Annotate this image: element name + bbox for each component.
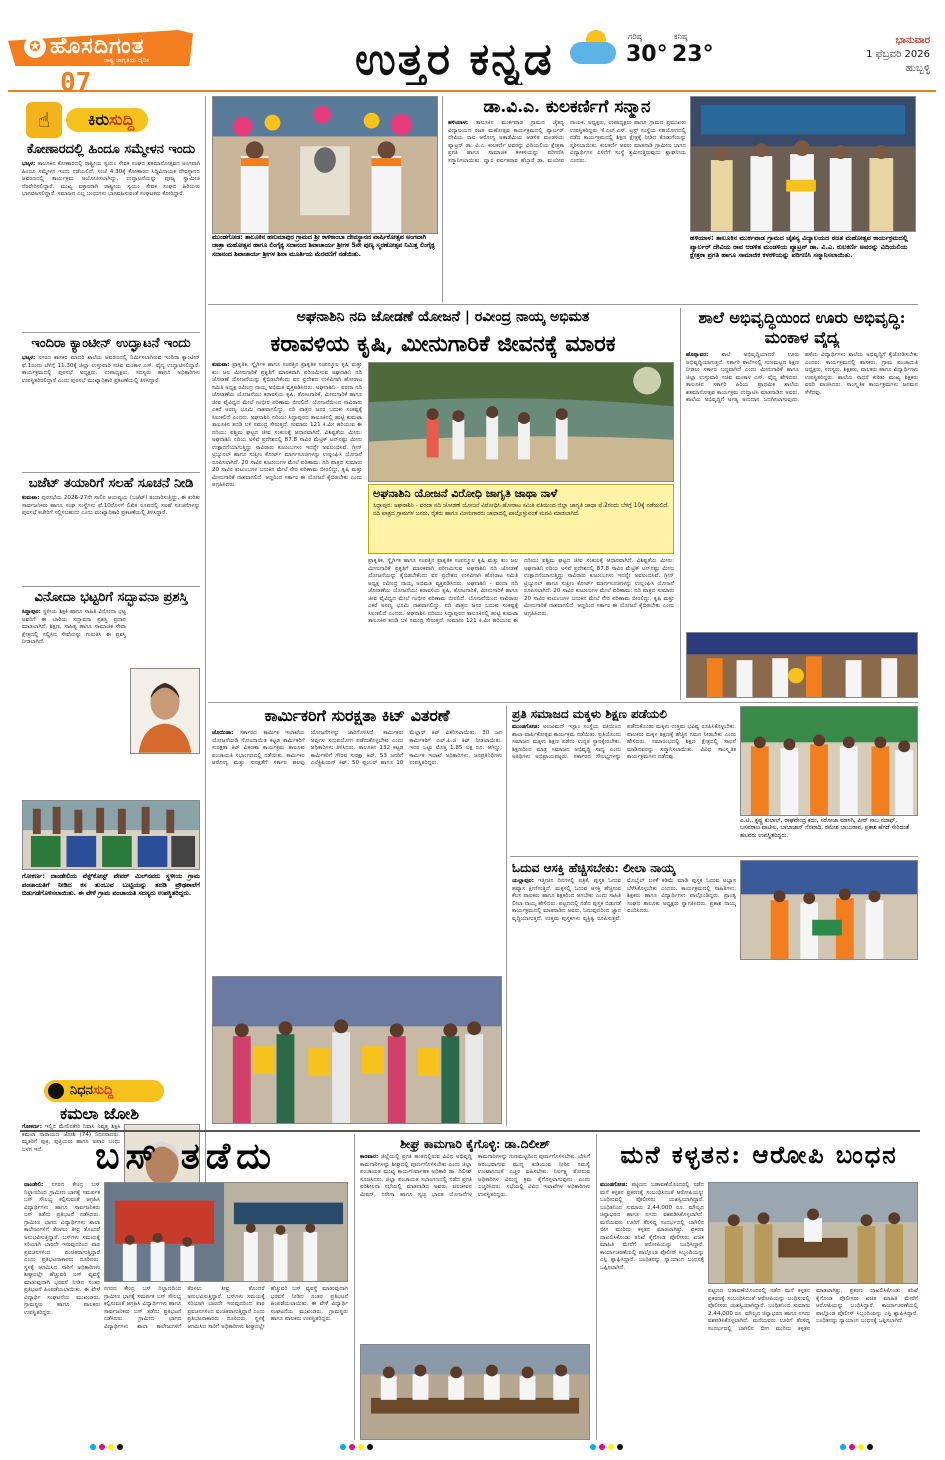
sidebar-article-1 [22,142,200,332]
aghanashini-kicker: ಅಘನಾಶಿನಿ ನದಿ ಜೋಡಣೆ ಯೋಜನೆ | ರವೀಂದ್ರ ನಾಯ್ಕ ಅಭಿಮತ [296,309,590,325]
column-divider [596,1134,597,1440]
shighra-headline: ಶೀಘ್ರ ಕಾಮಗಾರಿ ಕೈಗೊಳ್ಳಿ: ಡಾ.ದಿಲೀಶ್ [400,1137,550,1151]
obituary-name: ಕಮಲಾ ಜೋಶಿ [60,1104,139,1123]
karmika-dateline: ಜೊಯಿಡಾ: [212,730,234,736]
school-event-image [687,633,917,697]
review-meeting-photo [360,1344,590,1440]
obituary-icon [48,1083,64,1099]
cyan-mark [90,1444,96,1450]
review-meeting-image [361,1345,589,1439]
police-arrest-image [709,1183,917,1283]
aghanashini-dateline: ಕುಮಟಾ: [212,362,230,368]
sidebar-dateline-3: ಕುಮಟಾ: [22,495,40,501]
bus-body-col1 [24,1182,100,1440]
felicitation-caption: ಹಳಿಯಾಳ: ತಾಲೂಕಿನ ಮುರ್ಕವಾಡ ಗ್ರಾಮದ ಚೈತನ್ಯ ವಿದ್ಯಾಲಯದ ರಜತ ಮಹೋತ್ಸವ ಕಾರ್ಯಕ್ರಮದಲ್ಲಿ ಪ್ಯಾರ್ಲರ್ ದೇವಿಯ ರಾವ ಆಡಳಿತ ಮಂಡಳಿಯ ಪ್ಯಾಟ್ರನ್ ಡಾ. ವಿ.ಎ. ಕುಲಕರ್ಣಿ ಅವರನ್ನು ವಿದಿಯಲಿಯ ಕ್ಷೇತ್ರಕಾ ಪ್ರಗತಿ ಹಾಗೂ ಸಾಮಾಜಿಕ ಕಳಕಳಿಯನ್ನು ಪರಿಗಣಿಸಿ ಸನ್ಮಾನಿಸಲಾಯಿತು. [690,234,916,302]
bus-body-col2 [104,1286,348,1440]
book-release-photo [740,860,918,960]
weather-widget [570,30,720,85]
masthead-rule [8,90,936,92]
river-photo [368,362,674,482]
bus-protest-photo [104,1182,348,1282]
school-anniversary-caption: ಎ.ಟಿ., ಕೃಷ್ಣ ಕುಲಾಲ್, ರಾಘವೇಂದ್ರ ಕದಂ, ಸರೋಜಾ ಮಾಳಗಿ, ಪೀರ್ ಸಾಬ ನದಾಫ್, ಬಸವರಾಜ ಪಾಟೀಲ, ಬಾಬಾಜಾನ್ ನೆರವಾದಿ, ರಮೇಶ ಬಾಬುರಾವ, ಪ್ರಕಾಶ ಹೆಗಡೆ ಸೇರಿದಂತೆ ಹಲವರು ಉಪಸ್ಥಿತರಿದ್ದರು. [740,818,918,854]
black-mark [867,1444,873,1450]
logo-tagline: ರಾಷ್ಟ್ರ ಜಾಗೃತಿಯ ದೈನಿಕ [104,57,150,64]
yellow-mark [608,1444,614,1450]
shikshana-headline: ಪ್ರತಿ ಸಮಾಜದ ಮಕ್ಕಳು ಶಿಕ್ಷಣ ಪಡೆಯಲಿ [512,707,667,721]
yellow-mark [858,1444,864,1450]
kiru-suffix: ಸುದ್ದಿ [109,110,135,129]
cyan-mark [590,1444,596,1450]
kulkarni-headline: ಡಾ.ವಿ.ಎ. ಕುಲಕರ್ಣಿಗೆ ಸನ್ಮಾನ [483,97,651,117]
nidhana-prefix: ನಿಧನ [70,1083,93,1098]
mane-dateline: ಮುಂಡಗೋಡ: [600,1182,628,1188]
obituary-text: ಇಲ್ಲಿನ ಮೇಲಿನಕೇರಿ ನಿವಾಸಿ ನಿವೃತ್ತ ಶಿಕ್ಷಕಿ ಕಮಲಾ ನಾರಾಯಣ ಜೋಶಿ (74) ನಿಧನರಾದರು. ಮೃತರಿಗೆ ಪುತ್ರ, ಪುತ್ರಿಯರು ಹಾಗೂ ಅಪಾರ ಬಂಧು ಬಳಗ ಇದೆ. [22,1124,120,1153]
divider [22,332,200,333]
bus-headline: ಬಸ್ ತಡೆದು [95,1135,277,1177]
karmika-headline: ಕಾರ್ಮಿಕರಿಗೆ ಸುರಕ್ಷತಾ ಕಿಟ್ ವಿತರಣೆ [264,706,450,725]
kiru-suddi-badge [66,108,148,132]
river-image [369,363,673,481]
sidebar-headline-2: ಇಂದಿರಾ ಕ್ಯಾಂಟೀನ್ ಉದ್ಘಾಟನೆ ಇಂದು [31,336,191,351]
felicitation-photo [690,96,916,232]
odhuva-text: ಇತ್ತೀಚಿನ ದಿನಗಳಲ್ಲಿ ಪತ್ರಿಕೆ, ಪುಸ್ತಕ ಓದುವ ಹವ್ಯಾಸ ಕ್ಷೀಣಿಸುತ್ತಿದೆ. ಮಕ್ಕಳಲ್ಲಿ ಓದುವ ಆಸಕ್ತಿ ಹೆಚ್ಚಿಸುವ ಕೆಲಸ ಪಾಲಕರು ಹಾಗೂ ಶಿಕ್ಷಕರಿಂದ ಆಗಬೇಕು ಎಂದು ಸಾಹಿತಿ ಲೀಲಾ ನಾಯ್ಕ ಹೇಳಿದರು. ಪಟ್ಟಣದಲ್ಲಿ ನಡೆದ ಪುಸ್ತಕ ಬಿಡುಗಡೆ ಕಾರ್ಯಕ್ರಮದಲ್ಲಿ ಮಾತನಾಡಿದ ಅವರು, ಓದುವುದರಿಂದ ಜ್ಞಾನ ವೃದ್ಧಿಯಾಗುತ್ತದೆ. ಉತ್ತಮ ಪುಸ್ತಕಗಳು ವ್ಯಕ್ತಿತ್ವ ರೂಪಿಸುತ್ತವೆ. ಮೊಬೈಲ್ ಬಳಕೆ ಕಡಿಮೆ ಮಾಡಿ ಪುಸ್ತಕ ಓದುವ ಅಭ್ಯಾಸ ಬೆಳೆಸಿಕೊಳ್ಳಬೇಕು ಎಂದರು. ಕಾರ್ಯಕ್ರಮದಲ್ಲಿ ಸಾಹಿತಿಗಳು, ಶಿಕ್ಷಕರು ಹಾಗೂ ವಿದ್ಯಾರ್ಥಿಗಳು ಪಾಲ್ಗೊಂಡಿದ್ದರು. ಪ್ರಾಂತ್ಯ ಸಂಘದ ತಾಲೂಕು ಅಧ್ಯಕ್ಷರು ಸ್ವಾಗತಿಸಿದರು. ಪ್ರಕಾಶ ನಾಯ್ಕ ವಂದಿಸಿದರು. [512,878,736,922]
page-number: 07 [60,68,92,90]
mane-body-col2 [708,1288,918,1440]
black-mark [367,1444,373,1450]
sidebar-body-2 [22,355,200,385]
karmika-body [212,730,502,974]
date-block [810,34,930,76]
odhuva-headline: ಓದುವ ಆಸಕ್ತಿ ಹೆಚ್ಚಿಸಬೇಕು: ಲೀಲಾ ನಾಯ್ಕ [512,861,676,875]
sidebar-headline-1: ಕೋಣಾರದಲ್ಲಿ ಹಿಂದೂ ಸಮ್ಮೇಳನ ಇಂದು [26,142,196,157]
shighra-body [360,1154,590,1340]
shale-headline: ಶಾಲೆ ಅಭಿವೃದ್ಧಿಯಿಂದ ಊರು ಅಭಿವೃದ್ಧಿ: ಮಂಕಾಳ ವೈದ್ಯ [698,308,906,347]
column-divider [506,706,507,1126]
registration-marks [90,1444,123,1452]
temp-min-value: 23° [672,42,714,67]
registration-marks [340,1444,373,1452]
divider [20,1130,920,1132]
bus-dateline: ದಾಂಡೇಲಿ: [24,1182,44,1188]
issue-day: ಭಾನುವಾರ [895,35,930,46]
odhuva-dateline: ಯಲ್ಲಾಪುರ: [512,878,535,884]
logo-name: ಹೊಸದಿಗಂತ [50,34,145,59]
portrait-photo [130,668,200,754]
jatha-headline: ಅಘನಾಶಿನಿ ಯೋಜನೆ ವಿರೋಧಿ ಜಾಗೃತಿ ಜಾಥಾ ನಾಳೆ [373,487,558,500]
jatha-body: ಸಿದ್ದಾಪುರ: ಅಘನಾಶಿನಿ - ವರದಾ ನದಿ ಜೋಡಣೆ ಯೋಜನೆ ವಿರೋಧಿಸಿ ಹೋರಾಟ ಸಮಿತಿ ವತಿಯಿಂದ ಜಿಲ್ಲಾ ಜಾಗೃತಿ ಜಾಥಾ ಫೆ.2ರಂದು ಬೆಳಿಗ್ಗೆ 10ಕ್ಕೆ ನಡೆಯಲಿದೆ. ನದಿ ಪಾತ್ರದ ಗ್ರಾಮಗಳ ಜನರು, ರೈತರು ಹಾಗೂ ಮೀನುಗಾರರು ಜಾಥಾದಲ್ಲಿ ಪಾಲ್ಗೊಳ್ಳುವಂತೆ ಮನವಿ ಮಾಡಲಾಗಿದೆ. [373,503,670,517]
yellow-mark [358,1444,364,1450]
shale-body [686,352,918,628]
mane-headline: ಮನೆ ಕಳ್ಳತನ: ಆರೋಪಿ ಬಂಧನ [620,1140,898,1169]
kulkarni-text: ತಾಲೂಕಿನ ಮುರ್ಕವಾಡ ಗ್ರಾಮದ ಚೈತನ್ಯ ವಿದ್ಯಾಲಯದ ರಜತ ಮಹೋತ್ಸವ ಕಾರ್ಯಕ್ರಮದಲ್ಲಿ ಪ್ಯಾರ್ಲರ್ ದೇವಿಯ ರಾವ ಆರೋಗ್ಯ ಅಕಾಡೆಮಿಯ ಆಡಳಿತ ಮಂಡಳಿಯ ಪ್ಯಾಟ್ರನ್ ಡಾ. ವಿ.ಎ. ಕುಲಕರ್ಣಿ ಅವರನ್ನು ವಿದಿಯಲಿಯ ಕ್ಷೇತ್ರಕಾ ಪ್ರಗತಿ ಹಾಗೂ ಸಾಮಾಜಿಕ ಕಳಕಳಿಯನ್ನು ಪರಿಗಣಿಸಿ ಸನ್ಮಾನಿಸಲಾಯಿತು. ದ್ವಾರ ಪರ್ವತರಾವ ಹೆಬ್ಬಾರೆ ಡಾ. ಮಂದೀಪ ನಾಯಕ, ಅಧ್ಯಕ್ಷರು, ಉಪಾಧ್ಯಕ್ಷರು ಹಾಗೂ ಗ್ರಾಮದ ಪ್ರಮುಖರು ಉಪಸ್ಥಿತರಿದ್ದರು. ಕೆ.ಎಲ್.ಎಸ್. ಟ್ರಸ್ಟ್ ಸಂಸ್ಥೆಯ ಸಹಯೋಗದಲ್ಲಿ ನಡೆದ ಕಾರ್ಯಕ್ರಮದಲ್ಲಿ ಶಿಕ್ಷಣ ಕ್ಷೇತ್ರಕ್ಕೆ ನೀಡಿದ ಕೊಡುಗೆಯನ್ನು ಸ್ಮರಿಸಲಾಯಿತು. ಕುಲಕರ್ಣಿ ಅವರು ಮಾತನಾಡಿ ಗ್ರಾಮೀಣ ಭಾಗದ ವಿದ್ಯಾರ್ಥಿಗಳ ಏಳಿಗೆಗೆ ಸಂಸ್ಥೆ ಶ್ರಮಿಸುತ್ತಿರುವುದು ಶ್ಲಾಘನೀಯ ಎಂದರು. [448,120,686,164]
column-divider [680,308,681,700]
procession-caption: ಮುಂಡಗೋಡ: ತಾಲೂಕಿನ ಹನುಮಾಪುರ ಗ್ರಾಮದ ಶ್ರೀ ಕಾಳಿಕಾಂಬಾ ದೇವಸ್ಥಾನದ ವಾರ್ಷಿಕೋತ್ಸವ ಅಂಗವಾಗಿ ಜಾತ್ರಾ ಮಹೋತ್ಸವ ಹಾಗೂ ಲಿಂಗೈಕ್ಯ ಸದಾನಂದ ಶಿವಾಚಾರ್ಯ ಶ್ರೀಗಳ 5ನೇ ಪುಣ್ಯ ಸ್ಮರಣೋತ್ಸವ ನಿಮಿತ್ತ ಲಿಂಗೈಕ್ಯ ಸದಾನಂದ ಶಿವಾಚಾರ್ಯ ಶ್ರೀಗಳ ಶಿಲಾ ಮೂರ್ತಿಯ ಮೆರವಣಿಗೆ ನಡೆಯಿತು. [212,234,438,300]
sidebar-headline-4: ವಿನೋದಾ ಭಟ್ಟರಿಗೆ ಸದ್ಭಾವನಾ ಪ್ರಶಸ್ತಿ [34,590,188,605]
issue-date: 1 ಫೆಬ್ರವರಿ 2026 [866,49,930,60]
school-anniversary-image [741,707,917,815]
magenta-mark [349,1444,355,1450]
sidebar-body-3 [22,495,200,518]
procession-photo [212,96,438,234]
odhuva-body [512,878,736,1124]
black-mark [617,1444,623,1450]
sidebar-article-3 [22,476,200,584]
sidebar-text-4: ಸ್ಥಳೀಯ ಶಿಕ್ಷಕಿ ಹಾಗೂ ಸಾಹಿತಿ ವಿನೋದಾ ಭಟ್ಟ ಅವರಿಗೆ ಈ ಬಾರಿಯ ಸದ್ಭಾವನಾ ಪ್ರಶಸ್ತಿ ಪ್ರದಾನ ಮಾಡಲಾಗಿದೆ. ಶಿಕ್ಷಣ, ಸಾಹಿತ್ಯ ಹಾಗೂ ಸಾಮಾಜಿಕ ಸೇವಾ ಕ್ಷೇತ್ರದಲ್ಲಿ ಸಲ್ಲಿಸಿದ ಸೇವೆಯನ್ನು ಗುರುತಿಸಿ ಈ ಪ್ರಶಸ್ತಿ ನೀಡಲಾಗಿದೆ. [22,609,127,645]
kulkarni-body [448,120,686,302]
shale-dateline: ಹೊನ್ನಾವರ: [686,352,709,358]
sidebar-text-2: ನಗರದ ಶಾಸಕರ ಮಾದರಿ ಶಾಲೆಯ ಆವರಣದಲ್ಲಿ ನಿರ್ಮಿಸಲಾಗಿರುವ ಇಂದಿರಾ ಕ್ಯಾಂಟೀನ್ ಫೆ.1ರಂದು ಬೆಳಿಗ್ಗೆ 11.30ಕ್ಕೆ ಜಿಲ್ಲಾ ಉಸ್ತುವಾರಿ ಸಚಿವ ಮಂಕಾಳ ಎಸ್. ವೈದ್ಯ ಉದ್ಘಾಟಿಸಲಿದ್ದಾರೆ. ಕಾರ್ಯಕ್ರಮದಲ್ಲಿ ಪುರಸಭೆ ಅಧ್ಯಕ್ಷರು, ಉಪಾಧ್ಯಕ್ಷರು, ಸದಸ್ಯರು ಹಾಗೂ ಅಧಿಕಾರಿಗಳು ಉಪಸ್ಥಿತರಿರಲಿದ್ದಾರೆ ಎಂದು ಪುರಸಭೆ ಮುಖ್ಯಾಧಿಕಾರಿ ಪ್ರಕಟಣೆಯಲ್ಲಿ ತಿಳಿಸಿದ್ದಾರೆ. [22,355,200,384]
aghanashini-body-col2 [368,558,674,698]
aghanashini-headline: ಕರಾವಳಿಯ ಕೃಷಿ, ಮೀನುಗಾರಿಕೆ ಜೀವನಕ್ಕೆ ಮಾರಕ [270,331,616,357]
issue-city: ಹುಬ್ಬಳ್ಳಿ [905,63,930,74]
procession-image [213,97,437,233]
bins-caption: ಗೋಕರ್ಣ: ದಾಂಡೇಲಿಯ ವೆಸ್ಟ್‌ಕೋಸ್ಟ್ ಪೇಪರ್ ಮಿಲ್‌ನವರು ಸ್ಥಳೀಯ ಗ್ರಾಮ ಪಂಚಾಯತಿಗೆ ನೀಡಿದ ಕಸ ತುಂಬುವ ಬುಟ್ಟಿಯನ್ನು ತದಡಿ ಪ್ರೌಢಶಾಲೆಗೆ ಬಿಡುಗಡೆಗೊಳಿಸಲಾಯಿತು. ಈ ವೇಳೆ ಗ್ರಾಮ ಪಂಚಾಯತಿ ಸದಸ್ಯರು ಉಪಸ್ಥಿತರಿದ್ದರು. [22,872,200,898]
obituary-dateline: ಗೋಕರ್ಣ: [22,1124,43,1130]
temp-max-label: ಗರಿಷ್ಠ [628,32,642,41]
temp-max-value: 30° [626,42,668,67]
felicitation-image [691,97,915,231]
jatha-box [368,484,674,554]
aghanashini-body-col1 [212,362,362,698]
portrait-image [131,669,199,753]
divider [208,702,918,703]
temp-min-label: ಕನಿಷ್ಠ [674,32,688,41]
bus-text-continued: ನಗರದ ಕೇಂದ್ರ ಬಸ್ ನಿಲ್ದಾಣದಿಂದ ಗ್ರಾಮೀಣ ಭಾಗಕ್ಕೆ ಸಮರ್ಪಕ ಬಸ್ ಸೌಲಭ್ಯ ಕಲ್ಪಿಸುವಂತೆ ಆಗ್ರಹಿಸಿ ವಿದ್ಯಾರ್ಥಿಗಳು ಹಾಗೂ ಸಾರ್ವಜನಿಕರು ಬಸ್ ತಡೆದು ಪ್ರತಿಭಟನೆ ನಡೆಸಿದರು. ಗ್ರಾಮೀಣ ಭಾಗದ ವಿದ್ಯಾರ್ಥಿಗಳು ಶಾಲಾ ಕಾಲೇಜುಗಳಿಗೆ ತೆರಳಲು ತೀವ್ರ ತೊಂದರೆ ಅನುಭವಿಸುತ್ತಿದ್ದಾರೆ. ಬಸ್‌ಗಳು ಸಮಯಕ್ಕೆ ಸರಿಯಾಗಿ ಬಾರದೇ ಇರುವುದರಿಂದ ಪಾಠ ಪ್ರವಚನಗಳಿಂದ ವಂಚಿತರಾಗುತ್ತಿದ್ದಾರೆ ಎಂದು ಪ್ರತಿಭಟನಾಕಾರರು ದೂರಿದರು. ಸ್ಥಳಕ್ಕೆ ಆಗಮಿಸಿದ ಸಾರಿಗೆ ಅಧಿಕಾರಿಗಳು ಶೀಘ್ರದಲ್ಲೇ ಹೆಚ್ಚುವರಿ ಬಸ್ ವ್ಯವಸ್ಥೆ ಮಾಡುವುದಾಗಿ ಭರವಸೆ ನೀಡಿದ ನಂತರ ಪ್ರತಿಭಟನೆ ಹಿಂಪಡೆಯಲಾಯಿತು. ಈ ವೇಳೆ ವಿದ್ಯಾರ್ಥಿ ಸಂಘಟನೆಯ ಮುಖಂಡರು, ಗ್ರಾಮಸ್ಥರು ಹಾಗೂ ಪಾಲಕರು ಉಪಸ್ಥಿತರಿದ್ದರು. [104,1286,348,1330]
sidebar-body-1 [22,161,200,199]
sidebar-article-2 [22,336,200,472]
shikshana-text: ಅಂಜುಮನ್ ಇಸ್ಲಾಂ ಸಂಸ್ಥೆಯ ವತಿಯಿಂದ ಶಾಲಾ ವಾರ್ಷಿಕೋತ್ಸವ ಕಾರ್ಯಕ್ರಮ ನಡೆಯಿತು. ಪ್ರತಿಯೊಂದು ಸಮಾಜದ ಮಕ್ಕಳು ಶಿಕ್ಷಣ ಪಡೆದು ಉನ್ನತ ಸ್ಥಾನಕ್ಕೇರಬೇಕು. ಶಿಕ್ಷಣದಿಂದ ಮಾತ್ರ ಸಮಾಜದ ಅಭಿವೃದ್ಧಿ ಸಾಧ್ಯ ಎಂದು ಅತಿಥಿಗಳು ಅಭಿಪ್ರಾಯಪಟ್ಟರು. ಸರ್ಕಾರದ ಸೌಲಭ್ಯಗಳನ್ನು ಪಡೆದುಕೊಂಡು ಮಕ್ಕಳು ಉತ್ತಮ ಭವಿಷ್ಯ ರೂಪಿಸಿಕೊಳ್ಳಬೇಕು. ಪಾಲಕರು ಮಕ್ಕಳ ಶಿಕ್ಷಣಕ್ಕೆ ಹೆಚ್ಚಿನ ಗಮನ ನೀಡಬೇಕು ಎಂದು ಹೇಳಿದರು. ಸಮಾರಂಭದಲ್ಲಿ ಶಿಕ್ಷಣ ಕ್ಷೇತ್ರದಲ್ಲಿ ಸಾಧನೆ ಮಾಡಿದವರನ್ನು ಸನ್ಮಾನಿಸಲಾಯಿತು. ವಿವಿಧ ಸಾಂಸ್ಕೃತಿಕ ಕಾರ್ಯಕ್ರಮಗಳು ನಡೆದವು. [512,724,736,760]
shale-text: ಶಾಲೆ ಅಭಿವೃದ್ಧಿಯಾದರೆ ಊರು ಅಭಿವೃದ್ಧಿಯಾಗುತ್ತದೆ. ಸರ್ಕಾರಿ ಶಾಲೆಗಳಲ್ಲಿ ಗುಣಮಟ್ಟದ ಶಿಕ್ಷಣ ನೀಡಲು ಸರ್ಕಾರ ಬದ್ಧವಾಗಿದೆ ಎಂದು ಮೀನುಗಾರಿಕೆ ಹಾಗೂ ಜಿಲ್ಲಾ ಉಸ್ತುವಾರಿ ಸಚಿವ ಮಂಕಾಳ ಎಸ್. ವೈದ್ಯ ಹೇಳಿದರು. ತಾಲೂಕಿನ ಸರ್ಕಾರಿ ಹಿರಿಯ ಪ್ರಾಥಮಿಕ ಶಾಲೆಯ ಶತಮಾನೋತ್ಸವ ಕಾರ್ಯಕ್ರಮ ಉದ್ಘಾಟಿಸಿ ಮಾತನಾಡಿದ ಅವರು, ಶಾಲೆಯ ಅಭಿವೃದ್ಧಿಗೆ ಅಗತ್ಯ ಅನುದಾನ ಒದಗಿಸಲಾಗುವುದು. ಹಳೆಯ ವಿದ್ಯಾರ್ಥಿಗಳು ಶಾಲೆಯ ಅಭಿವೃದ್ಧಿಗೆ ಕೈಜೋಡಿಸಬೇಕು ಎಂದರು. ಕಾರ್ಯಕ್ರಮದಲ್ಲಿ ಶಾಸಕರು, ಗ್ರಾಮ ಪಂಚಾಯತಿ ಅಧ್ಯಕ್ಷರು, ಸದಸ್ಯರು, ಶಿಕ್ಷಕರು, ಪಾಲಕರು ಹಾಗೂ ವಿದ್ಯಾರ್ಥಿಗಳು ಉಪಸ್ಥಿತರಿದ್ದರು. ಶಾಲೆಯ ಸಾಧನೆ ಕುರಿತು ಮುಖ್ಯ ಶಿಕ್ಷಕರು ವರದಿ ವಾಚಿಸಿದರು. ಸಾಂಸ್ಕೃತಿಕ ಕಾರ್ಯಕ್ರಮಗಳು ಜನಮನ ಸೆಳೆದವು. [686,352,918,403]
registration-marks [590,1444,623,1452]
shighra-dateline: ಕಾರವಾರ: [360,1154,379,1160]
shikshana-body [512,724,736,852]
bus-protest-image [105,1183,347,1281]
black-mark [117,1444,123,1450]
safety-kit-image [213,977,501,1123]
sidebar-body-4 [22,609,126,647]
sidebar-text-1: ತಾಲೂಕಿನ ಕೋಣಾರದಲ್ಲಿ ರಾಷ್ಟ್ರೀಯ ಸ್ವಯಂ ಸೇವಕ ಸಂಘದ ಶತಮಾನೋತ್ಸವದ ಅಂಗವಾಗಿ ಹಿಂದೂ ಸಮ್ಮೇಳನ ಇಂದು ನಡೆಯಲಿದೆ. ಸಂಜೆ 4.30ಕ್ಕೆ ಕೋಣಾರದ ಸಿದ್ದಿವಿನಾಯಕ ದೇವಸ್ಥಾನದ ಆವರಣದಲ್ಲಿ ಕಾರ್ಯಕ್ರಮ ಆಯೋಜಿಸಲಾಗಿದ್ದು, ಉದ್ಘಾಟನೆಯನ್ನು ಪೂಜ್ಯ ಸ್ವಾಮೀಜಿ ನೆರವೇರಿಸಲಿದ್ದಾರೆ. ಮುಖ್ಯ ವಕ್ತಾರರಾಗಿ ರಾಷ್ಟ್ರೀಯ ಸ್ವಯಂ ಸೇವಕ ಸಂಘದ ಹಿರಿಯರು ಭಾಗವಹಿಸಲಿದ್ದಾರೆ. ಸಮಾಜದ ಎಲ್ಲ ಬಂಧುಗಳು ಭಾಗವಹಿಸುವಂತೆ ಸಂಘಟಕರು ಕೋರಿದ್ದಾರೆ. [22,161,200,197]
school-event-photo [686,632,918,698]
divider [22,586,200,587]
divider [510,856,918,857]
registration-marks [840,1444,873,1452]
book-release-image [741,861,917,959]
kiru-prefix: ಕಿರು [88,110,110,129]
nidhana-suddi-badge [44,1080,164,1102]
column-divider [354,1134,355,1440]
mane-body-col1 [600,1182,704,1440]
kiru-suddi-header [26,102,206,140]
yellow-mark [108,1444,114,1450]
safety-kit-photo [212,976,502,1124]
bins-image [23,801,199,869]
column-divider [442,96,443,302]
cyan-mark [340,1444,346,1450]
karmika-text: ಸರ್ಕಾರದ ಕಾರ್ಮಿಕ ಇಲಾಖೆಯ ಯೋಜನೆಯಡಿ ನೋಂದಾಯಿತ ಕಟ್ಟಡ ಕಾರ್ಮಿಕರಿಗೆ ಸುರಕ್ಷತಾ ಕಿಟ್ ವಿತರಣಾ ಕಾರ್ಯಕ್ರಮ ತಾಲೂಕು ಪಂಚಾಯತಿ ಸಭಾಂಗಣದಲ್ಲಿ ನಡೆಯಿತು. ಕಾರ್ಮಿಕರ ಆರೋಗ್ಯ ಮತ್ತು ಸುರಕ್ಷತೆಗೆ ಸರ್ಕಾರ ಹಲವು ಯೋಜನೆಗಳನ್ನು ಜಾರಿಗೊಳಿಸಿದೆ. ಕಾರ್ಮಿಕರು ಅವುಗಳ ಸದುಪಯೋಗ ಪಡೆದುಕೊಳ್ಳಬೇಕು ಎಂದು ಅಧಿಕಾರಿಗಳು ತಿಳಿಸಿದರು. ತಾಲೂಕಿನ 132 ಕಟ್ಟಡ ಕಾರ್ಮಿಕರಿಗೆ ಗೌರವ ಸುರಕ್ಷಾ ಕಿಟ್, 53 ಜನರಿಗೆ ಎಲೆಕ್ಟ್ರಿಷಿಯನ್ ಕಿಟ್, 50 ಪ್ಲಂಬರ್ ಹಾಗೂ 10 ಮೆಲ್ಲಾರ್ ಕಿಟ್ ವಿತರಿಸಲಾಯಿತು. 30 ಜನ ಕಾರ್ಮಿಕರಿಗೆ ಎಲ್.ಪಿ.ಜಿ ಕಿಟ್ ನೀಡಲಾಯಿತು. ಇದರ ಒಟ್ಟು ಮೊತ್ತ 1.85 ಲಕ್ಷ ರೂ. ಆಗಿದ್ದು, ಕಾರ್ಮಿಕ ಇಲಾಖೆ ಅಧಿಕಾರಿಗಳು, ಜನಪ್ರತಿನಿಧಿಗಳು ಉಪಸ್ಥಿತರಿದ್ದರು. [212,730,502,766]
sidebar-dateline-1: ಭಟ್ಕಳ: [22,161,36,167]
magenta-mark [599,1444,605,1450]
magenta-mark [849,1444,855,1450]
school-anniversary-photo [740,706,918,816]
newspaper-logo [8,30,193,90]
sidebar-dateline-4: ಸಿದ್ದಾಪುರ: [22,609,41,615]
bus-text: ನಗರದ ಕೇಂದ್ರ ಬಸ್ ನಿಲ್ದಾಣದಿಂದ ಗ್ರಾಮೀಣ ಭಾಗಕ್ಕೆ ಸಮರ್ಪಕ ಬಸ್ ಸೌಲಭ್ಯ ಕಲ್ಪಿಸುವಂತೆ ಆಗ್ರಹಿಸಿ ವಿದ್ಯಾರ್ಥಿಗಳು ಹಾಗೂ ಸಾರ್ವಜನಿಕರು ಬಸ್ ತಡೆದು ಪ್ರತಿಭಟನೆ ನಡೆಸಿದರು. ಗ್ರಾಮೀಣ ಭಾಗದ ವಿದ್ಯಾರ್ಥಿಗಳು ಶಾಲಾ ಕಾಲೇಜುಗಳಿಗೆ ತೆರಳಲು ತೀವ್ರ ತೊಂದರೆ ಅನುಭವಿಸುತ್ತಿದ್ದಾರೆ. ಬಸ್‌ಗಳು ಸಮಯಕ್ಕೆ ಸರಿಯಾಗಿ ಬಾರದೇ ಇರುವುದರಿಂದ ಪಾಠ ಪ್ರವಚನಗಳಿಂದ ವಂಚಿತರಾಗುತ್ತಿದ್ದಾರೆ ಎಂದು ಪ್ರತಿಭಟನಾಕಾರರು ದೂರಿದರು. ಸ್ಥಳಕ್ಕೆ ಆಗಮಿಸಿದ ಸಾರಿಗೆ ಅಧಿಕಾರಿಗಳು ಶೀಘ್ರದಲ್ಲೇ ಹೆಚ್ಚುವರಿ ಬಸ್ ವ್ಯವಸ್ಥೆ ಮಾಡುವುದಾಗಿ ಭರವಸೆ ನೀಡಿದ ನಂತರ ಪ್ರತಿಭಟನೆ ಹಿಂಪಡೆಯಲಾಯಿತು. ಈ ವೇಳೆ ವಿದ್ಯಾರ್ಥಿ ಸಂಘಟನೆಯ ಮುಖಂಡರು, ಗ್ರಾಮಸ್ಥರು ಹಾಗೂ ಪಾಲಕರು ಉಪಸ್ಥಿತರಿದ್ದರು. [24,1182,100,1316]
bins-photo [22,800,200,870]
pointing-hand-icon: ☝ [26,102,62,138]
aghanashini-text: ಪ್ರಾಕೃತಿಕ, ಸ್ನೈರ್ಗಿಕ ಹಾಗೂ ಸಂಪತ್ತಿನ ಪ್ರಾಕೃತಿಕ ಸಂಪನ್ಮೂಲ ಕೃಷಿ ಮತ್ತು ಕುಂ ಜಲ ಮೀನುಗಾರಿಕೆ ಪ್ರಕೃತಿಗೆ ಮಾರಕವಾಗಿ ಪರಿಣಮಿಸುವ ಅಘನಾಶಿನಿ ನದಿ ಜೋಡಣೆ ಯೋಜನೆಯನ್ನು ಕೈಬಿಡಬೇಕೆಂದು ವನ ಪ್ರದೇಶದ ಉಳಿವಿಗಾಗಿ ಹೋರಾಟ ಸಮಿತಿ ಅಧ್ಯಕ್ಷ ರವೀಂದ್ರ ನಾಯ್ಕ ಅಭಿಮತ ವ್ಯಕ್ತಪಡಿಸಿದರು. ಅಘನಾಶಿನಿ - ವರದಾ ನದಿ ಜೋಡಣೆಯ ಯೋಜನೆಯು ಕರಾವಳಿಯ ಕೃಷಿ, ತೋಟಗಾರಿಕೆ, ಮೀನುಗಾರಿಕೆ ಹಾಗೂ ಜೀವ ವೈವಿಧ್ಯದ ಮೇಲೆ ಗಂಭೀರ ಪರಿಣಾಮ ಬೀರಲಿದೆ. ಯೋಜನೆಯಿಂದ ಸಾವಿರಾರು ಎಕರೆ ಅರಣ್ಯ ಭೂಮಿ ನಾಶವಾಗಲಿದ್ದು, ನದಿ ಪಾತ್ರದ ಜನರ ಬದುಕು ಸಂಕಷ್ಟಕ್ಕೆ ಸಿಲುಕಲಿದೆ ಎಂದರು. ಅಘನಾಶಿನಿ ನದಿಯು ಸಿದ್ದಾಪುರದ ತಾಲೂಕಿನಲ್ಲಿ ಹುಟ್ಟಿ ಕುಮಟಾ ತಾಲೂಕಿನ ತದಡಿ ಬಳಿ ಸಮುದ್ರ ಸೇರುತ್ತದೆ. ಸುಮಾರು 121 ಕಿ.ಮೀ ಹರಿಯುವ ಈ ನದಿಯು ಪಶ್ಚಿಮ ಘಟ್ಟದ ಜೀವ ಸಂಕುಲಕ್ಕೆ ಆಧಾರವಾಗಿದೆ. ವಿಶಿಷ್ಟತೆಯ ಮೀನು: ಅಘನಾಶಿನಿ ನದಿಯ ಅಳಿವೆ ಪ್ರದೇಶದಲ್ಲಿ 87.8 ಸಾವಿರ ಮೆಟ್ರಿಕ್ ಟನ್‌ನಷ್ಟು ಮೀನು ಉತ್ಪಾದನೆಯಾಗುತ್ತಿದ್ದು ಸಾವಿರಾರು ಕುಟುಂಬಗಳು ಇದನ್ನೇ ಅವಲಂಬಿಸಿವೆ. ಗ್ರೀನ್ ಟ್ರಿಬ್ಯುನಲ್ ಹಾಗೂ ಸುಪ್ರೀಂ ಕೋರ್ಟ್ ಮಾರ್ಗಸೂಚಿಗಳನ್ನು ಉಲ್ಲಂಘಿಸಿ ಯೋಜನೆ ರೂಪಿಸಲಾಗಿದೆ. 20 ಸಾವಿರ ಕುಟುಂಬಗಳ ಮೇಲೆ ಪರಿಣಾಮ: ನದಿ ಪಾತ್ರದ ಸುಮಾರು 20 ಸಾವಿರ ಕುಟುಂಬಗಳ ಬದುಕಿನ ಮೇಲೆ ನೇರ ಪರಿಣಾಮ ಬೀರಲಿದ್ದು, ಕೃಷಿ ಮತ್ತು ಮೀನುಗಾರಿಕೆ ನಾಶವಾಗಲಿದೆ. ಆದ್ದರಿಂದ ಸರ್ಕಾರ ಈ ಯೋಜನೆ ಕೈಬಿಡಬೇಕು ಎಂದು ಆಗ್ರಹಿಸಿದರು. [212,362,362,488]
shikshana-dateline: ಮುಂಡಗೋಡ: [512,724,540,730]
aghanashini-text-continued: ಪ್ರಾಕೃತಿಕ, ಸ್ನೈರ್ಗಿಕ ಹಾಗೂ ಸಂಪತ್ತಿನ ಪ್ರಾಕೃತಿಕ ಸಂಪನ್ಮೂಲ ಕೃಷಿ ಮತ್ತು ಕುಂ ಜಲ ಮೀನುಗಾರಿಕೆ ಪ್ರಕೃತಿಗೆ ಮಾರಕವಾಗಿ ಪರಿಣಮಿಸುವ ಅಘನಾಶಿನಿ ನದಿ ಜೋಡಣೆ ಯೋಜನೆಯನ್ನು ಕೈಬಿಡಬೇಕೆಂದು ವನ ಪ್ರದೇಶದ ಉಳಿವಿಗಾಗಿ ಹೋರಾಟ ಸಮಿತಿ ಅಧ್ಯಕ್ಷ ರವೀಂದ್ರ ನಾಯ್ಕ ಅಭಿಮತ ವ್ಯಕ್ತಪಡಿಸಿದರು. ಅಘನಾಶಿನಿ - ವರದಾ ನದಿ ಜೋಡಣೆಯ ಯೋಜನೆಯು ಕರಾವಳಿಯ ಕೃಷಿ, ತೋಟಗಾರಿಕೆ, ಮೀನುಗಾರಿಕೆ ಹಾಗೂ ಜೀವ ವೈವಿಧ್ಯದ ಮೇಲೆ ಗಂಭೀರ ಪರಿಣಾಮ ಬೀರಲಿದೆ. ಯೋಜನೆಯಿಂದ ಸಾವಿರಾರು ಎಕರೆ ಅರಣ್ಯ ಭೂಮಿ ನಾಶವಾಗಲಿದ್ದು, ನದಿ ಪಾತ್ರದ ಜನರ ಬದುಕು ಸಂಕಷ್ಟಕ್ಕೆ ಸಿಲುಕಲಿದೆ ಎಂದರು. ಅಘನಾಶಿನಿ ನದಿಯು ಸಿದ್ದಾಪುರದ ತಾಲೂಕಿನಲ್ಲಿ ಹುಟ್ಟಿ ಕುಮಟಾ ತಾಲೂಕಿನ ತದಡಿ ಬಳಿ ಸಮುದ್ರ ಸೇರುತ್ತದೆ. ಸುಮಾರು 121 ಕಿ.ಮೀ ಹರಿಯುವ ಈ ನದಿಯು ಪಶ್ಚಿಮ ಘಟ್ಟದ ಜೀವ ಸಂಕುಲಕ್ಕೆ ಆಧಾರವಾಗಿದೆ. ವಿಶಿಷ್ಟತೆಯ ಮೀನು: ಅಘನಾಶಿನಿ ನದಿಯ ಅಳಿವೆ ಪ್ರದೇಶದಲ್ಲಿ 87.8 ಸಾವಿರ ಮೆಟ್ರಿಕ್ ಟನ್‌ನಷ್ಟು ಮೀನು ಉತ್ಪಾದನೆಯಾಗುತ್ತಿದ್ದು ಸಾವಿರಾರು ಕುಟುಂಬಗಳು ಇದನ್ನೇ ಅವಲಂಬಿಸಿವೆ. ಗ್ರೀನ್ ಟ್ರಿಬ್ಯುನಲ್ ಹಾಗೂ ಸುಪ್ರೀಂ ಕೋರ್ಟ್ ಮಾರ್ಗಸೂಚಿಗಳನ್ನು ಉಲ್ಲಂಘಿಸಿ ಯೋಜನೆ ರೂಪಿಸಲಾಗಿದೆ. 20 ಸಾವಿರ ಕುಟುಂಬಗಳ ಮೇಲೆ ಪರಿಣಾಮ: ನದಿ ಪಾತ್ರದ ಸುಮಾರು 20 ಸಾವಿರ ಕುಟುಂಬಗಳ ಬದುಕಿನ ಮೇಲೆ ನೇರ ಪರಿಣಾಮ ಬೀರಲಿದ್ದು, ಕೃಷಿ ಮತ್ತು ಮೀನುಗಾರಿಕೆ ನಾಶವಾಗಲಿದೆ. ಆದ್ದರಿಂದ ಸರ್ಕಾರ ಈ ಯೋಜನೆ ಕೈಬಿಡಬೇಕು ಎಂದು ಆಗ್ರಹಿಸಿದರು. [368,558,674,624]
divider [208,304,918,305]
sidebar-dateline-2: ಭಟ್ಕಳ: [22,355,36,361]
sidebar-text-3: ಪುರಸಭೆಯ 2026-27ನೇ ಸಾಲಿನ ಆಯವ್ಯಯ (ಬಜೆಟ್) ತಯಾರಿಸುತ್ತಿದ್ದು, ಈ ಕುರಿತು ಸಾರ್ವಜನಿಕರು ಹಾಗೂ ಸಂಘ ಸಂಸ್ಥೆಗಳು ಫೆ.10ರೊಳಗೆ ಲಿಖಿತ ರೂಪದಲ್ಲಿ ಸಲಹೆ ಸೂಚನೆಗಳನ್ನು ಪುರಸಭೆ ಕಚೇರಿಗೆ ಸಲ್ಲಿಸಬಹುದು ಎಂದು ಮುಖ್ಯಾಧಿಕಾರಿ ಪ್ರಕಟಣೆಯಲ್ಲಿ ತಿಳಿಸಿದ್ದಾರೆ. [22,495,200,516]
kulkarni-dateline: ಹಳಿಯಾಳ: [448,120,469,126]
cloud-icon [570,42,616,64]
shighra-text: ಜಿಲ್ಲೆಯಲ್ಲಿ ಪ್ರಗತಿ ಹಂತದಲ್ಲಿರುವ ವಿವಿಧ ಅಭಿವೃದ್ಧಿ ಕಾಮಗಾರಿಗಳನ್ನು ಶೀಘ್ರದಲ್ಲಿ ಪೂರ್ಣಗೊಳಿಸಬೇಕು ಎಂದು ಜಿಲ್ಲಾ ಪಂಚಾಯತ ಮುಖ್ಯ ಕಾರ್ಯನಿರ್ವಾಹಕ ಅಧಿಕಾರಿ ಡಾ. ದಿಲೀಶ್ ಸೂಚಿಸಿದರು. ಜಿಲ್ಲಾ ಪಂಚಾಯತ ಸಭಾಂಗಣದಲ್ಲಿ ನಡೆದ ಪ್ರಗತಿ ಪರಿಶೀಲನಾ ಸಭೆಯಲ್ಲಿ ಮಾತನಾಡಿದ ಅವರು, ಜಲಜೀವನ ಮಿಷನ್, ನರೇಗಾ ಹಾಗೂ ಸ್ವಚ್ಛ ಭಾರತ ಯೋಜನೆಗಳ ಕಾಮಗಾರಿಗಳನ್ನು ಗುಣಮಟ್ಟದಿಂದ ಪೂರ್ಣಗೊಳಿಸಬೇಕು. ಬೇಸಿಗೆ ಆರಂಭವಾಗುವ ಮುನ್ನ ಕುಡಿಯುವ ನೀರಿನ ಸಮಸ್ಯೆ ಉಂಟಾಗದಂತೆ ಎಚ್ಚರ ವಹಿಸಬೇಕು. ನಿರ್ಲಕ್ಷ್ಯ ತೋರುವ ಅಧಿಕಾರಿಗಳ ವಿರುದ್ಧ ಕ್ರಮ ಕೈಗೊಳ್ಳಲಾಗುವುದು ಎಂದು ಎಚ್ಚರಿಸಿದರು. ಸಭೆಯಲ್ಲಿ ವಿವಿಧ ಇಲಾಖೆಗಳ ಅಧಿಕಾರಿಗಳು ಉಪಸ್ಥಿತರಿದ್ದರು. [360,1154,590,1198]
sidebar-headline-3: ಬಜೆಟ್ ತಯಾರಿಗೆ ಸಲಹೆ ಸೂಚನೆ ನೀಡಿ [28,476,194,491]
police-arrest-photo [708,1182,918,1284]
mane-text-continued: ಪಟ್ಟಣದ ಬಡಾವಣೆಯೊಂದರಲ್ಲಿ ನಡೆದ ಮನೆ ಕಳ್ಳತನ ಪ್ರಕರಣಕ್ಕೆ ಸಂಬಂಧಿಸಿದಂತೆ ಆರೋಪಿಯನ್ನು ಬಂಧಿಸುವಲ್ಲಿ ಪೊಲೀಸರು ಯಶಸ್ವಿಯಾಗಿದ್ದಾರೆ. ಬಂಧಿತನಿಂದ ಸುಮಾರು 2,44,000 ರೂ. ಮೌಲ್ಯದ ಚಿನ್ನಾಭರಣ ಹಾಗೂ ನಗದು ವಶಪಡಿಸಿಕೊಳ್ಳಲಾಗಿದೆ. ಮನೆಯವರು ಊರಿಗೆ ತೆರಳಿದ್ದ ಸಂದರ್ಭದಲ್ಲಿ ಬಾಗಿಲಿನ ಬೀಗ ಮುರಿದು ಕಳ್ಳತನ ಮಾಡಲಾಗಿತ್ತು. ಪ್ರಕರಣ ದಾಖಲಿಸಿಕೊಂಡು ತನಿಖೆ ಕೈಗೊಂಡ ಪೊಲೀಸರು ಖಚಿತ ಮಾಹಿತಿ ಮೇರೆಗೆ ಆರೋಪಿಯನ್ನು ಬಂಧಿಸಿದ್ದಾರೆ. ಕಾರ್ಯಾಚರಣೆಯಲ್ಲಿ ಪಾಲ್ಗೊಂಡ ಪೊಲೀಸ್ ಸಿಬ್ಬಂದಿಯನ್ನು ಎಸ್ಪಿ ಶ್ಲಾಘಿಸಿದ್ದಾರೆ. ಬಂಧಿತನನ್ನು ನ್ಯಾಯಾಂಗ ಬಂಧನಕ್ಕೆ ಒಪ್ಪಿಸಲಾಗಿದೆ. [708,1288,918,1332]
magenta-mark [99,1444,105,1450]
column-divider [205,96,206,1224]
cyan-mark [840,1444,846,1450]
logo-emblem-icon: ✪ [24,36,46,58]
divider [22,472,200,473]
mane-text: ಪಟ್ಟಣದ ಬಡಾವಣೆಯೊಂದರಲ್ಲಿ ನಡೆದ ಮನೆ ಕಳ್ಳತನ ಪ್ರಕರಣಕ್ಕೆ ಸಂಬಂಧಿಸಿದಂತೆ ಆರೋಪಿಯನ್ನು ಬಂಧಿಸುವಲ್ಲಿ ಪೊಲೀಸರು ಯಶಸ್ವಿಯಾಗಿದ್ದಾರೆ. ಬಂಧಿತನಿಂದ ಸುಮಾರು 2,44,000 ರೂ. ಮೌಲ್ಯದ ಚಿನ್ನಾಭರಣ ಹಾಗೂ ನಗದು ವಶಪಡಿಸಿಕೊಳ್ಳಲಾಗಿದೆ. ಮನೆಯವರು ಊರಿಗೆ ತೆರಳಿದ್ದ ಸಂದರ್ಭದಲ್ಲಿ ಬಾಗಿಲಿನ ಬೀಗ ಮುರಿದು ಕಳ್ಳತನ ಮಾಡಲಾಗಿತ್ತು. ಪ್ರಕರಣ ದಾಖಲಿಸಿಕೊಂಡು ತನಿಖೆ ಕೈಗೊಂಡ ಪೊಲೀಸರು ಖಚಿತ ಮಾಹಿತಿ ಮೇರೆಗೆ ಆರೋಪಿಯನ್ನು ಬಂಧಿಸಿದ್ದಾರೆ. ಕಾರ್ಯಾಚರಣೆಯಲ್ಲಿ ಪಾಲ್ಗೊಂಡ ಪೊಲೀಸ್ ಸಿಬ್ಬಂದಿಯನ್ನು ಎಸ್ಪಿ ಶ್ಲಾಘಿಸಿದ್ದಾರೆ. ಬಂಧಿತನನ್ನು ನ್ಯಾಯಾಂಗ ಬಂಧನಕ್ಕೆ ಒಪ್ಪಿಸಲಾಗಿದೆ. [600,1182,704,1271]
section-title: ಉತ್ತರ ಕನ್ನಡ [355,34,554,85]
nidhana-suffix: ಸುದ್ದಿ [92,1083,114,1098]
